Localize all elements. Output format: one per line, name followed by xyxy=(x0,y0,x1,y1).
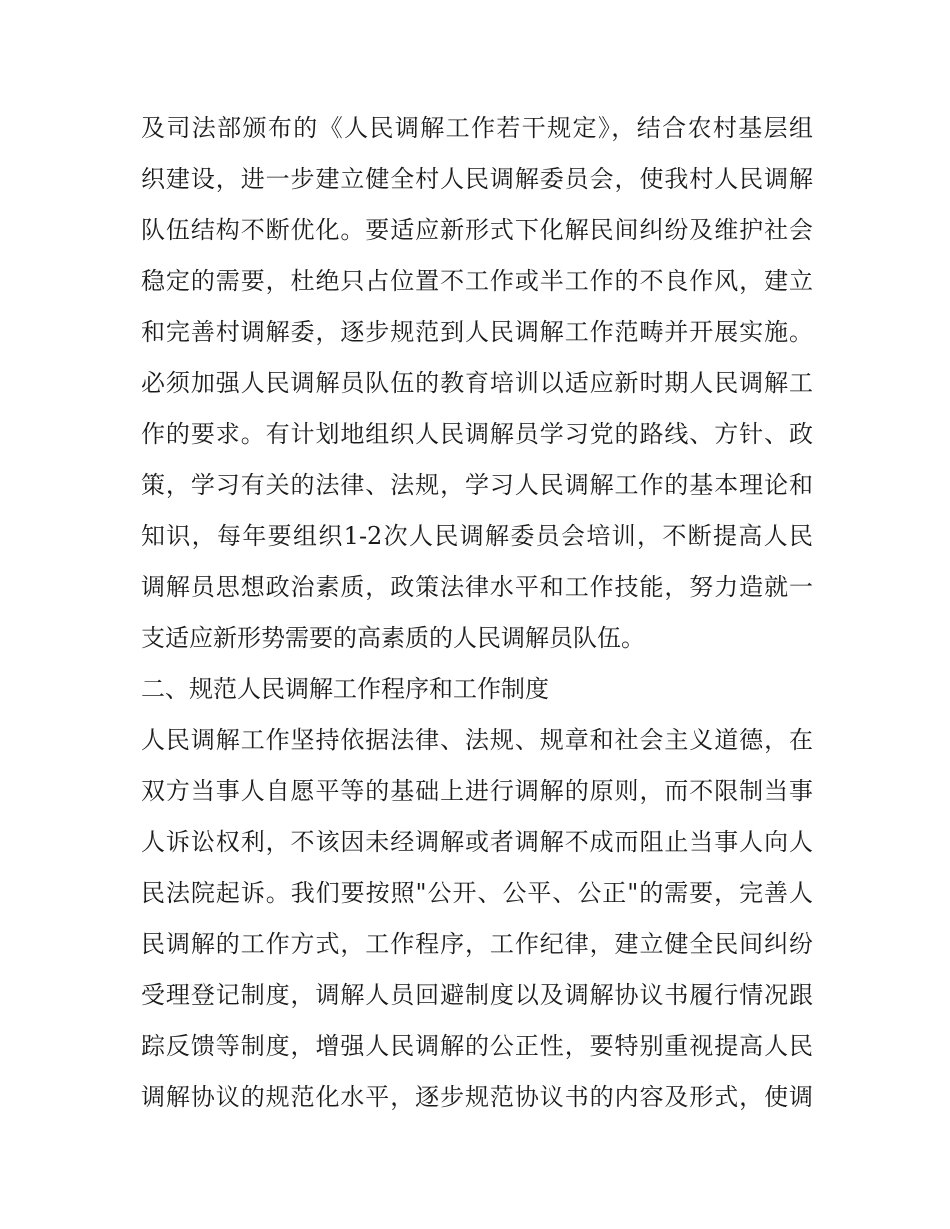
paragraph-line: 作的要求。有计划地组织人民调解员学习党的路线、方针、政 xyxy=(141,420,813,448)
paragraph-line: 民调解的工作方式，工作程序，工作纪律，建立健全民间纠纷 xyxy=(141,930,813,958)
paragraph-line: 知识，每年要组织1-2次人民调解委员会培训，不断提高人民 xyxy=(141,522,813,550)
paragraph-line: 和完善村调解委，逐步规范到人民调解工作范畴并开展实施。 xyxy=(141,318,813,346)
paragraph-line: 踪反馈等制度，增强人民调解的公正性，要特别重视提高人民 xyxy=(141,1032,813,1060)
paragraph-line: 民法院起诉。我们要按照"公开、公平、公正"的需要，完善人 xyxy=(141,879,813,907)
section-heading: 二、规范人民调解工作程序和工作制度 xyxy=(141,675,549,703)
paragraph-line: 调解协议的规范化水平，逐步规范协议书的内容及形式，使调 xyxy=(141,1083,813,1111)
paragraph-line: 织建设，进一步建立健全村人民调解委员会，使我村人民调解 xyxy=(141,165,813,193)
paragraph-line: 人诉讼权利，不该因未经调解或者调解不成而阻止当事人向人 xyxy=(141,828,813,856)
paragraph-line: 受理登记制度，调解人员回避制度以及调解协议书履行情况跟 xyxy=(141,981,813,1009)
paragraph-line: 双方当事人自愿平等的基础上进行调解的原则，而不限制当事 xyxy=(141,777,813,805)
paragraph-line: 队伍结构不断优化。要适应新形式下化解民间纠纷及维护社会 xyxy=(141,216,813,244)
paragraph-line: 稳定的需要，杜绝只占位置不工作或半工作的不良作风，建立 xyxy=(141,267,813,295)
paragraph-line: 及司法部颁布的《人民调解工作若干规定》，结合农村基层组 xyxy=(141,114,813,142)
document-body xyxy=(141,103,813,1123)
paragraph-line: 人民调解工作坚持依据法律、法规、规章和社会主义道德，在 xyxy=(141,726,813,754)
paragraph-last-line: 支适应新形势需要的高素质的人民调解员队伍。 xyxy=(141,624,645,652)
paragraph-line: 必须加强人民调解员队伍的教育培训以适应新时期人民调解工 xyxy=(141,369,813,397)
paragraph-line: 调解员思想政治素质，政策法律水平和工作技能，努力造就一 xyxy=(141,573,813,601)
paragraph-line: 策，学习有关的法律、法规，学习人民调解工作的基本理论和 xyxy=(141,471,813,499)
